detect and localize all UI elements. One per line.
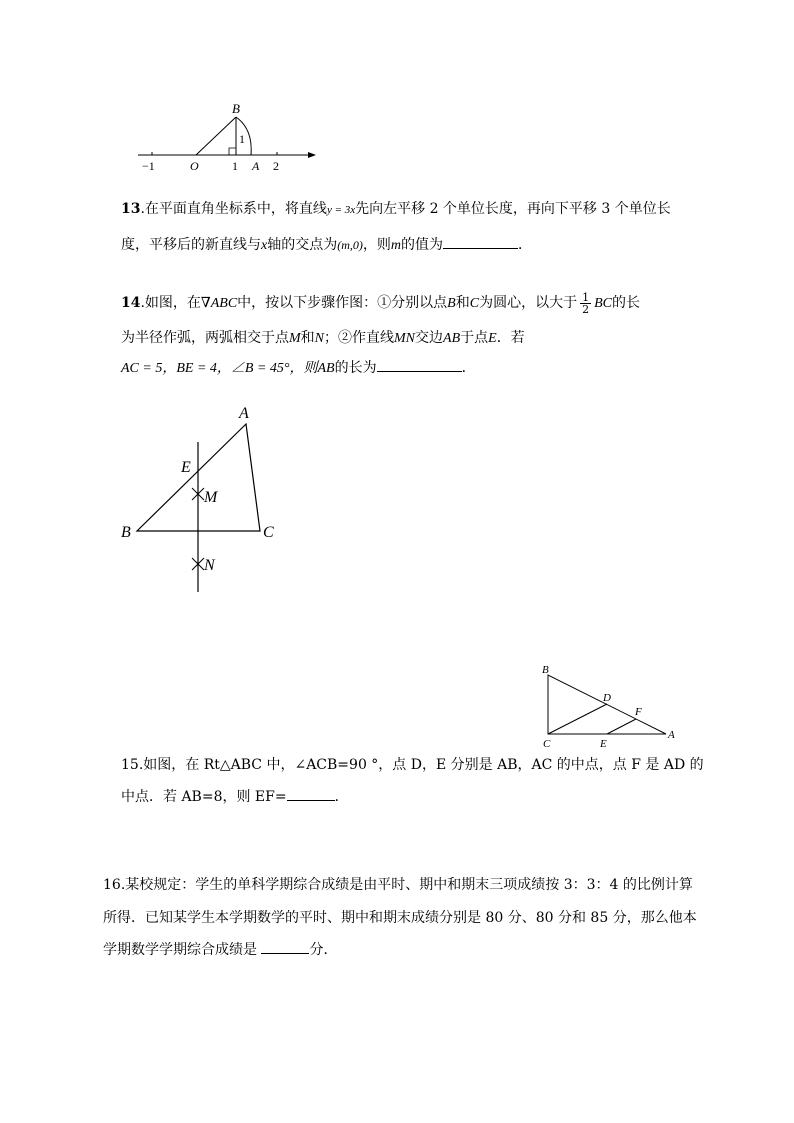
q13-line2: 度，平移后的新直线与x轴的交点为(m,0)，则m的值为 ． (121, 237, 533, 253)
q15-answer-blank[interactable] (287, 788, 335, 801)
right-triangle-figure (538, 660, 683, 752)
q14-line2: 为半径作弧，两弧相交于点M和N；②作直线MN交边AB于点E．若 (121, 330, 525, 346)
q13-equation: y = 3x (326, 204, 356, 216)
label-B: B (121, 524, 131, 541)
q14-answer-blank[interactable] (377, 359, 462, 372)
label-A: A (252, 159, 260, 173)
axis-arrow-icon (308, 152, 316, 158)
label-B: B (542, 664, 549, 676)
number-line-figure (130, 95, 330, 180)
segment-EF (607, 719, 636, 734)
q16-line1: 16.某校规定：学生的单科学期综合成绩是由平时、期中和期末三项成绩按 3：3：4 的比例计算 (103, 877, 693, 893)
q16-line3: 学期数学学期综合成绩是 分． (103, 942, 338, 958)
q15-line1: 15.如图，在 Rt△ABC 中，∠ACB=90 °，点 D，E 分别是 AB，AC 的中点，点 F 是 AD 的 (121, 757, 704, 773)
label-C: C (543, 738, 551, 750)
label-two: 2 (273, 159, 279, 173)
label-D: D (603, 692, 611, 704)
label-B: B (232, 101, 240, 116)
label-E: E (600, 738, 607, 750)
q16-line2: 所得．已知某学生本学期数学的平时、期中和期末成绩分别是 80 分、80 分和 85 分，那么他本 (103, 910, 697, 926)
q14-number: 14 (121, 295, 141, 311)
label-N: N (204, 557, 215, 574)
triangle-figure (115, 400, 295, 600)
right-angle-mark (229, 148, 236, 155)
label-O: O (190, 159, 199, 173)
label-C: C (263, 524, 274, 541)
label-E: E (181, 459, 191, 476)
q14-line3: AC = 5，BE = 4，∠B = 45°，则AB的长为 ． (121, 360, 476, 376)
q14-line1: 14.如图，在∇ABC中，按以下步骤作图：①分别以点B和C为圆心，以大于 $\frac{1}{2}$ BC的长 (121, 290, 640, 316)
q13-point: (m,0) (337, 238, 363, 252)
segment-OB (196, 117, 236, 155)
label-A: A (668, 729, 675, 741)
label-F: F (635, 706, 642, 718)
label-A: A (239, 405, 249, 422)
q16-answer-blank[interactable] (261, 941, 309, 954)
q15-line2: 中点．若 AB=8，则 EF= ． (121, 789, 349, 805)
label-one: 1 (232, 159, 238, 173)
label-minus1: −1 (142, 159, 155, 173)
q13-number: 13 (121, 201, 141, 217)
label-vertical-one: 1 (239, 132, 245, 146)
fraction-one-half: $\frac{1}{2}$ (582, 290, 590, 316)
q13-answer-blank[interactable] (443, 236, 518, 249)
segment-CD (548, 704, 607, 734)
label-M: M (204, 489, 218, 506)
q13-line1: 13.在平面直角坐标系中，将直线y = 3x先向左平移 2 个单位长度，再向下平移 3 个单位长 (121, 201, 671, 217)
